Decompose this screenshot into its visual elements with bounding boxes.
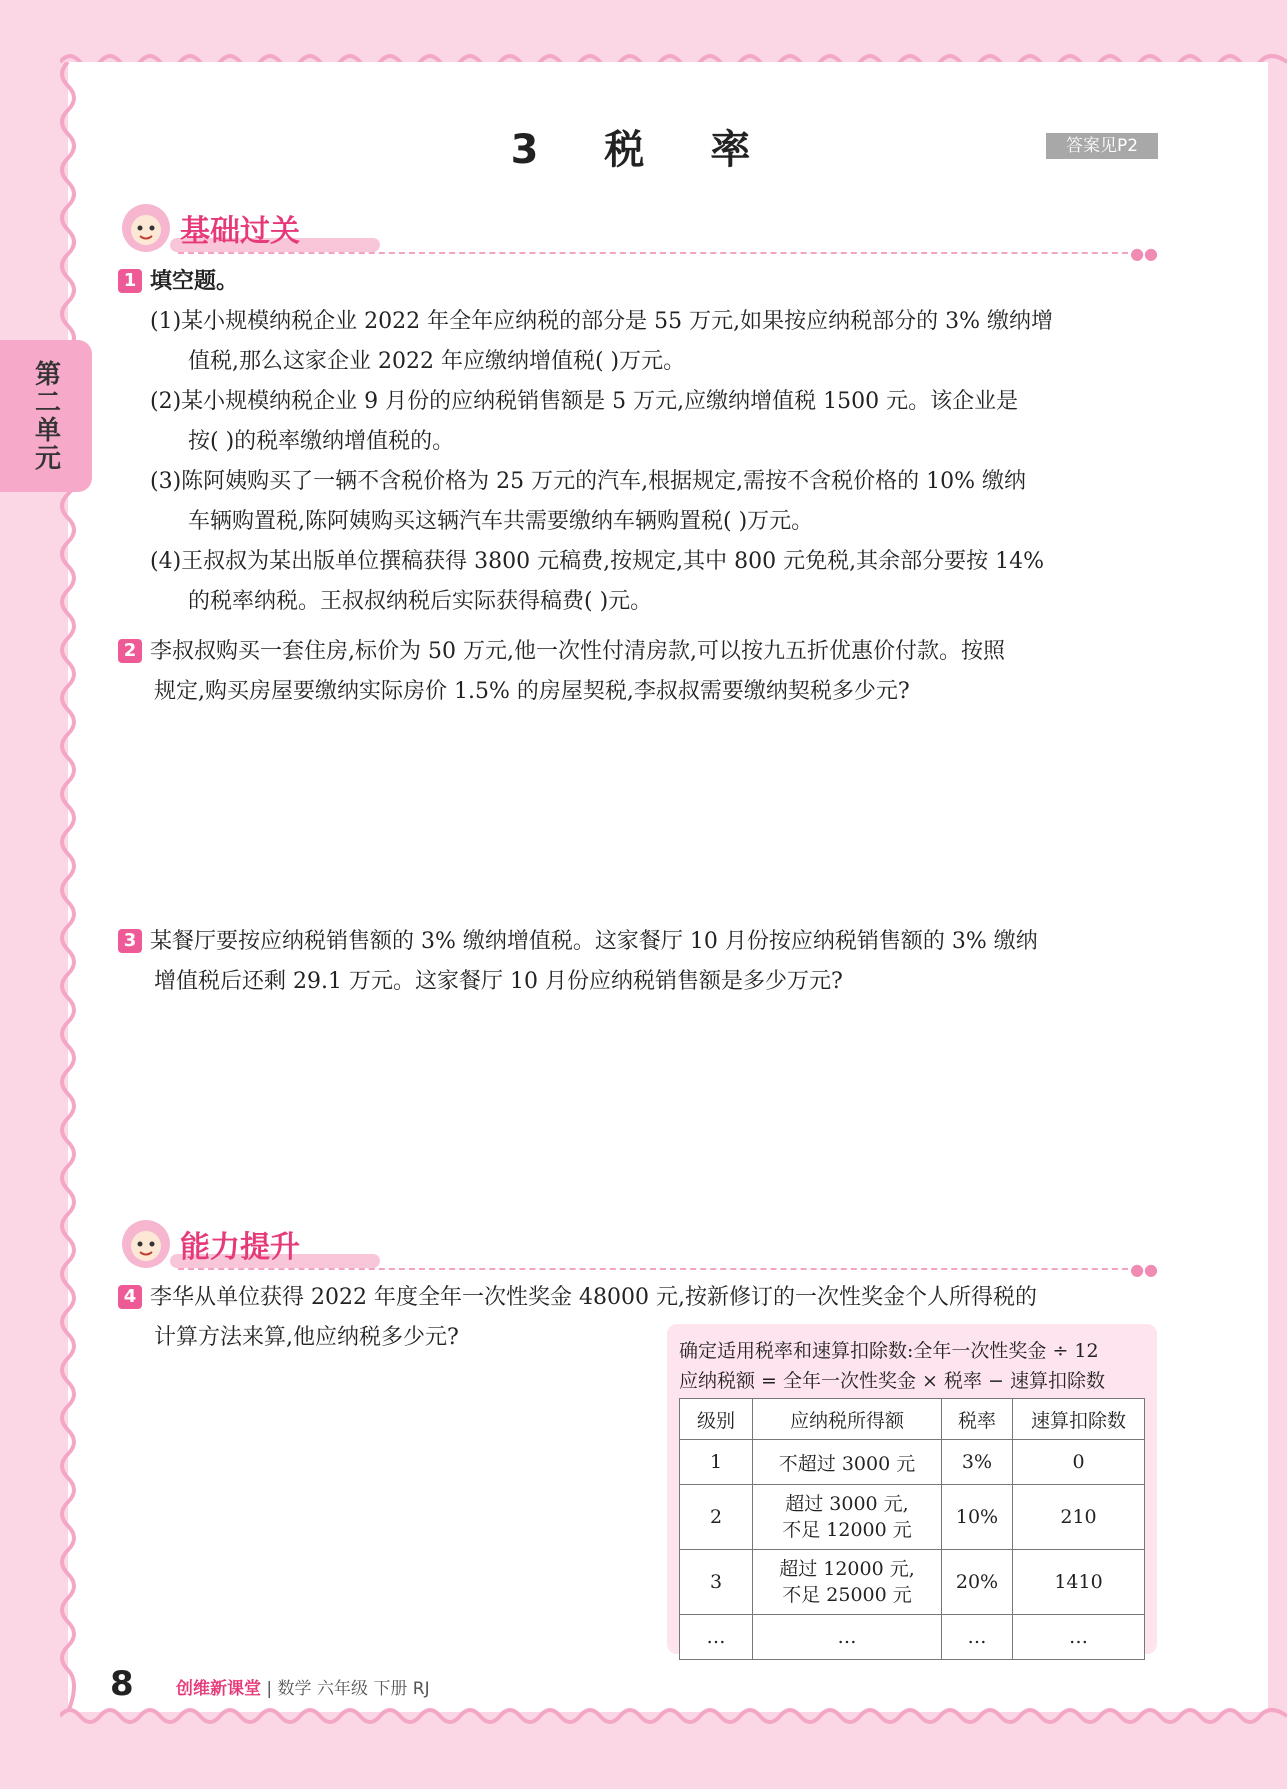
mascot-icon: [118, 1216, 174, 1272]
wavy-border-bottom: [60, 1700, 1287, 1732]
tax-rate-table: [679, 1398, 1145, 1660]
formula-line-2: 应纳税额 = 全年一次性奖金 × 税率 − 速算扣除数: [679, 1370, 1105, 1392]
question-3: 3 某餐厅要按应纳税销售额的 3% 缴纳增值税。这家餐厅 10 月份按应纳税销售额的 3% 缴纳 增值税后还剩 29.1 万元。这家餐厅 10 月份应纳税销售额是多少万元?: [118, 922, 1168, 1002]
table-header: 级别: [680, 1399, 753, 1440]
footer-brand: 创维新课堂: [176, 1679, 261, 1699]
question-number-badge: 2: [118, 639, 142, 663]
table-header: 应纳税所得额: [753, 1399, 942, 1440]
fill-item-1: (1)某小规模纳税企业 2022 年全年应纳税的部分是 55 万元,如果按应纳税部分的 3% 缴纳增 值税,那么这家企业 2022 年应缴纳增值税( )万元。: [150, 309, 1054, 374]
question-2: 2 李叔叔购买一套住房,标价为 50 万元,他一次性付清房款,可以按九五折优惠价付款。按照 规定,购买房屋要缴纳实际房价 1.5% 的房屋契税,李叔叔需要缴纳契税多少元?: [118, 632, 1168, 712]
table-row: 1 不超过 3000 元 3% 0: [680, 1440, 1145, 1485]
footer-details: 数学 六年级 下册 RJ: [277, 1679, 430, 1699]
table-header: 税率: [942, 1399, 1013, 1440]
footer-info: 创维新课堂 | 数学 六年级 下册 RJ: [176, 1679, 430, 1699]
unit-side-tab-label: 第二单元: [30, 360, 61, 472]
mascot-icon: [118, 200, 174, 256]
section-header-advanced: [118, 1216, 1158, 1279]
question-1: [118, 262, 1168, 622]
question-4: 4 李华从单位获得 2022 年度全年一次性奖金 48000 元,按新修订的一次性奖金个人所得税的 计算方法来算,他应纳税多少元?: [118, 1278, 1168, 1358]
table-row: 3 超过 12000 元, 不足 25000 元 20% 1410: [680, 1550, 1145, 1615]
wavy-border-left: [52, 62, 84, 1712]
fill-item-4: (4)王叔叔为某出版单位撰稿获得 3800 元稿费,按规定,其中 800 元免税,其余部分要按 14% 的税率纳税。王叔叔纳税后实际获得稿费( )元。: [150, 549, 1044, 614]
section-label-basic: 基础过关: [180, 214, 300, 249]
question-number-badge: 4: [118, 1285, 142, 1309]
fill-item-3: (3)陈阿姨购买了一辆不含税价格为 25 万元的汽车,根据规定,需按不含税价格的 10% 缴纳 车辆购置税,陈阿姨购买这辆汽车共需要缴纳车辆购置税( )万元。: [150, 469, 1027, 534]
question-heading: 填空题。: [150, 269, 239, 294]
formula-line-1: 确定适用税率和速算扣除数:全年一次性奖金 ÷ 12: [679, 1340, 1099, 1362]
table-header: 速算扣除数: [1013, 1399, 1145, 1440]
fill-item-2: (2)某小规模纳税企业 9 月份的应纳税销售额是 5 万元,应缴纳增值税 1500 元。该企业是 按( )的税率缴纳增值税的。: [150, 389, 1019, 454]
decor-dots-icon: ●●: [1130, 1260, 1158, 1279]
page-number: 8: [110, 1664, 134, 1704]
table-row: … … … …: [680, 1615, 1145, 1660]
answer-reference-badge: 答案见P2: [1046, 133, 1158, 159]
page-title: 3 税 率: [510, 127, 777, 173]
section-label-advanced: 能力提升: [180, 1230, 300, 1265]
question-number-badge: 3: [118, 929, 142, 953]
section-header-basic: [118, 200, 1158, 263]
question-number-badge: 1: [118, 269, 142, 293]
table-row: 2 超过 3000 元, 不足 12000 元 10% 210: [680, 1485, 1145, 1550]
decor-dots-icon: ●●: [1130, 244, 1158, 263]
tax-reference-box: [667, 1324, 1157, 1654]
unit-side-tab: [0, 340, 92, 492]
